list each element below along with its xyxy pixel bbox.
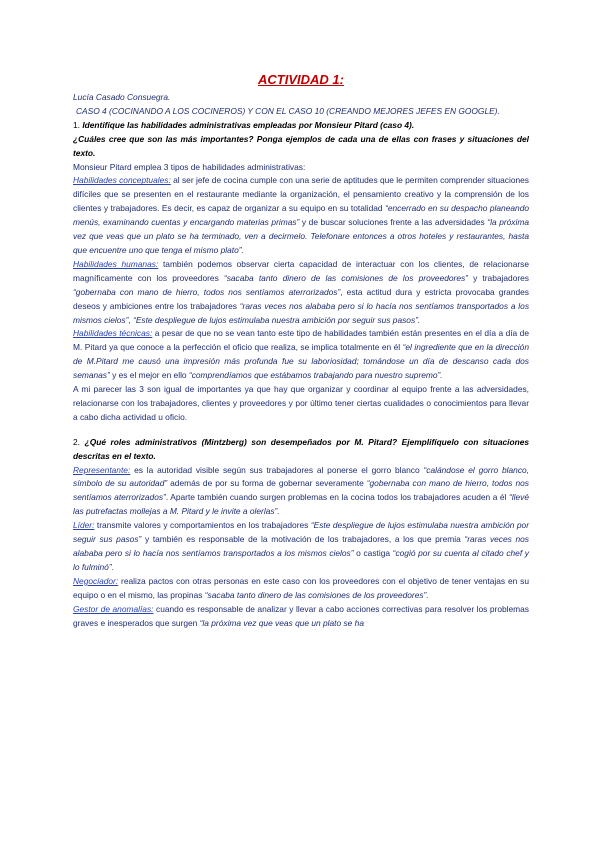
cases-line: CASO 4 (COCINANDO A LOS COCINEROS) Y CON EL CASO 10 (CREANDO MEJORES JEFES EN GOOGLE). [76,105,500,116]
question-2-heading [73,436,529,464]
quote: “el ingrediente que en la dirección de M.Pitard me causó una impresión más profunda fue su laboriosidad; tomándose un día de descanso cada dos semanas” [73,342,529,381]
question-1-number: 1. [73,119,80,130]
paragraph-human-skills [73,258,529,328]
text: transmite valores y comportamientos en los trabajadores [94,520,311,531]
spacer [73,425,529,436]
paragraph-role-gestor-anomalias [73,603,529,631]
paragraph-role-negociador [73,575,529,603]
quote: “comprendíamos que estábamos trabajando para nuestro supremo”. [188,370,443,381]
author-line: Lucía Casado Consuegra. [73,92,171,102]
quote: “la próxima vez que veas que un plato se ha terminado, ven a decirmelo. Telefonare entonces a otros hoteles y restaurantes, hasta que encuentre uno que tenga el mismo plato”. [73,217,529,255]
quote: “gobernaba con mano de hierro, todos nos sentíamos aterrorizados” [73,478,529,503]
paragraph-role-representante [73,464,529,520]
text: o castiga [353,548,393,558]
answer-1-intro: Monsieur Pitard emplea 3 tipos de habilidades administrativas: [73,161,306,172]
text: y también es responsable de la motivación de los trabajadores, a los que premia [141,534,465,545]
document-page [73,72,529,630]
quote: “Este despliegue de lujos estimulaba nuestra ambición por seguir sus pasos” [73,520,529,545]
question-2-number: 2. [73,436,80,447]
quote: “la próxima vez que veas que un plato se ha [199,617,364,628]
quote: “cogió por su cuenta al citado chef y lo fulminó” [73,548,529,572]
text: , [128,314,134,325]
quote: “encerrado en su despacho planeando menús, examinando cuentas y encargando materias primas” [73,203,530,228]
quote: “sacaba tanto dinero de las comisiones de los proveedores”. [204,589,429,600]
question-1-part-b: ¿Cuáles cree que son las más importantes? Ponga ejemplos de cada una de ellas con frases y situaciones del texto. [73,133,529,158]
quote: “sacaba tanto dinero de las comisiones de los proveedores” [223,272,468,283]
label-negociador: Negociador: [73,575,119,586]
question-2-text: ¿Qué roles administrativos (Mintzberg) son desempeñados por M. Pitard? Ejemplifíquelo con situaciones descritas en el texto. [73,436,530,461]
quote: “calándose el gorro blanco, símbolo de su autoridad” [73,464,530,489]
label-technical-skills: Habilidades técnicas: [73,328,153,339]
question-1-heading [73,119,529,133]
quote: “gobernaba con mano de hierro, todos nos sentíamos aterrorizados” [73,286,341,297]
quote: “raras veces nos alababa pero si lo hacía nos sentíamos transportados a los mismos cielos” [73,534,529,558]
label-conceptual-skills: Habilidades conceptuales: [73,175,171,186]
text: y de buscar soluciones frente a las adversidades [299,217,488,228]
label-human-skills: Habilidades humanas: [73,258,159,269]
text: y trabajadores [467,272,529,283]
text: . [111,561,114,572]
label-gestor-anomalias: Gestor de anomalías: [73,603,154,614]
text: además de por su forma de gobernar severamente [167,478,367,489]
label-lider: Líder: [73,520,95,531]
text: , esta actitud dura y estricta provocaba grandes deseos y ambiciones entre los trabajadores [73,286,529,311]
question-1-part-a: Identifique las habilidades administrativas empleadas por Monsieur Pitard (caso 4). [82,119,415,130]
paragraph-opinion: A mi parecer las 3 son igual de importantes ya que hay que organizar y coordinar al equipo frente a las adversidades, relacionarse con los trabajadores, clientes y proveedores y por último tener ciertas cualidades o conocimientos para llevar a cabo dicha actividad u oficio. [73,384,529,422]
paragraph-role-lider [73,519,529,575]
label-representante: Representante: [73,464,131,475]
paragraph-technical-skills [73,327,529,383]
text: y es el mejor en ello [109,370,189,381]
text: a pesar de que no se vean tanto este tipo de habilidades también están presentes en el día a día de M. Pitard ya que conoce a la perfección el oficio que realiza, se implica totalmente en él [73,328,529,353]
quote: “Este despliegue de lujos estimulaba nuestra ambición por seguir sus pasos”. [133,314,421,325]
quote: “llevé las putrefactas mollejas a M. Pitard y le invite a olerlas”. [73,492,529,517]
text: también podemos observar cierta capacidad de interactuar con los clientes, de relacionarse magníficamente con los proveedores [73,258,530,283]
quote: “raras veces nos alababa pero si lo hacía nos sentíamos transportados a los mismos cielos” [73,300,530,325]
text: . Aparte también cuando surgen problemas en la cocina todos los trabajadores acuden a él [165,492,509,503]
text: al ser jefe de cocina cumple con una serie de aptitudes que le permiten comprender situaciones difíciles que se presenten en el restaurante mediante la organización, el pensamiento creativo y la comprensión de los clientes y trabajadores. Es decir, es capaz de organizar a su equipo en su totalidad [73,175,529,214]
text: cuando es responsable de analizar y llevar a cabo acciones correctivas para resolver los problemas graves e inesperados que surgen [73,603,529,628]
text: es la autoridad visible según sus trabajadores al ponerse el gorro blanco [130,464,424,475]
text: realiza pactos con otras personas en este caso con los proveedores con el objetivo de tener ventajas en su equipo o en el mismo, las propinas [73,575,529,600]
page-title: ACTIVIDAD 1: [258,72,344,87]
paragraph-conceptual-skills [73,174,529,257]
